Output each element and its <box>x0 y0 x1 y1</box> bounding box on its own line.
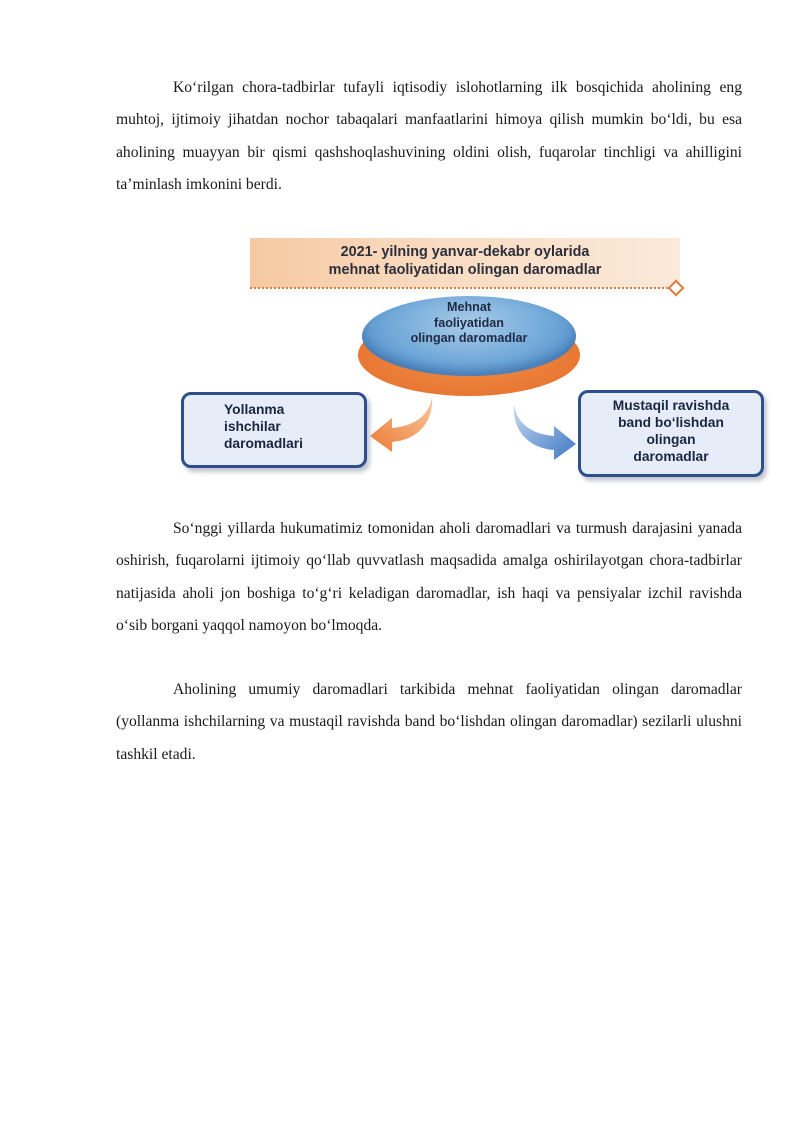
left-box-line-3: daromadlari <box>224 436 303 451</box>
dotted-divider <box>250 287 676 289</box>
center-label-line-2: faoliyatidan <box>434 315 504 330</box>
paragraph-intro: Ko‘rilgan chora-tadbirlar tufayli iqtisodiy islohotlarning ilk bosqichida aholining eng muhtoj, ijtimoiy jihatdan nochor tabaqalari manfaatlarini himoya qilish mumkin bo‘ldi, bu esa aholining muayyan bir qismi qashshoqlashuvining oldini olish, fuqarolar tinchligi va ahilligini ta’minlash imkonini berdi. <box>116 79 742 193</box>
right-curved-arrow-icon <box>508 402 580 462</box>
left-box-line-1: Yollanma <box>224 402 285 417</box>
right-box-line-2: band bo‘lishdan <box>618 415 724 430</box>
self-employment-income-box <box>578 390 764 477</box>
left-box-line-2: ishchilar <box>224 419 281 434</box>
right-box-line-3: olingan <box>646 432 696 447</box>
left-curved-arrow-icon <box>366 394 438 454</box>
hired-workers-income-box <box>181 392 367 468</box>
diagram-title-line-2: mehnat faoliyatidan olingan daromadlar <box>328 262 602 278</box>
right-box-line-1: Mustaqil ravishda <box>612 398 730 413</box>
right-box-line-4: daromadlar <box>633 449 709 464</box>
center-disc-label <box>362 300 576 347</box>
center-label-line-1: Mehnat <box>446 300 492 314</box>
paragraph-income-structure: Aholining umumiy daromadlari tarkibida mehnat faoliyatidan olingan daromadlar (yollanma ishchilarning va mustaqil ravishda band bo‘lishdan olingan daromadlar) sezilarli ulushni tashkil etadi. <box>116 681 742 763</box>
income-diagram <box>170 234 780 484</box>
diagram-title-line-1: 2021- yilning yanvar-dekabr oylarida <box>340 244 590 260</box>
diagram-title <box>250 243 680 279</box>
center-label-line-3: olingan daromadlar <box>410 331 528 345</box>
paragraph-recent-years: So‘nggi yillarda hukumatimiz tomonidan aholi daromadlari va turmush darajasini yanada oshirish, fuqarolarni ijtimoiy qo‘llab quvvatlash maqsadida amalga oshirilayotgan chora-tadbirlar natijasida aholi jon boshiga to‘g‘ri keladigan daromadlar, ish haqi va pensiyalar izchil ravishda o‘sib borgani yaqqol namoyon bo‘lmoqda. <box>116 520 742 634</box>
